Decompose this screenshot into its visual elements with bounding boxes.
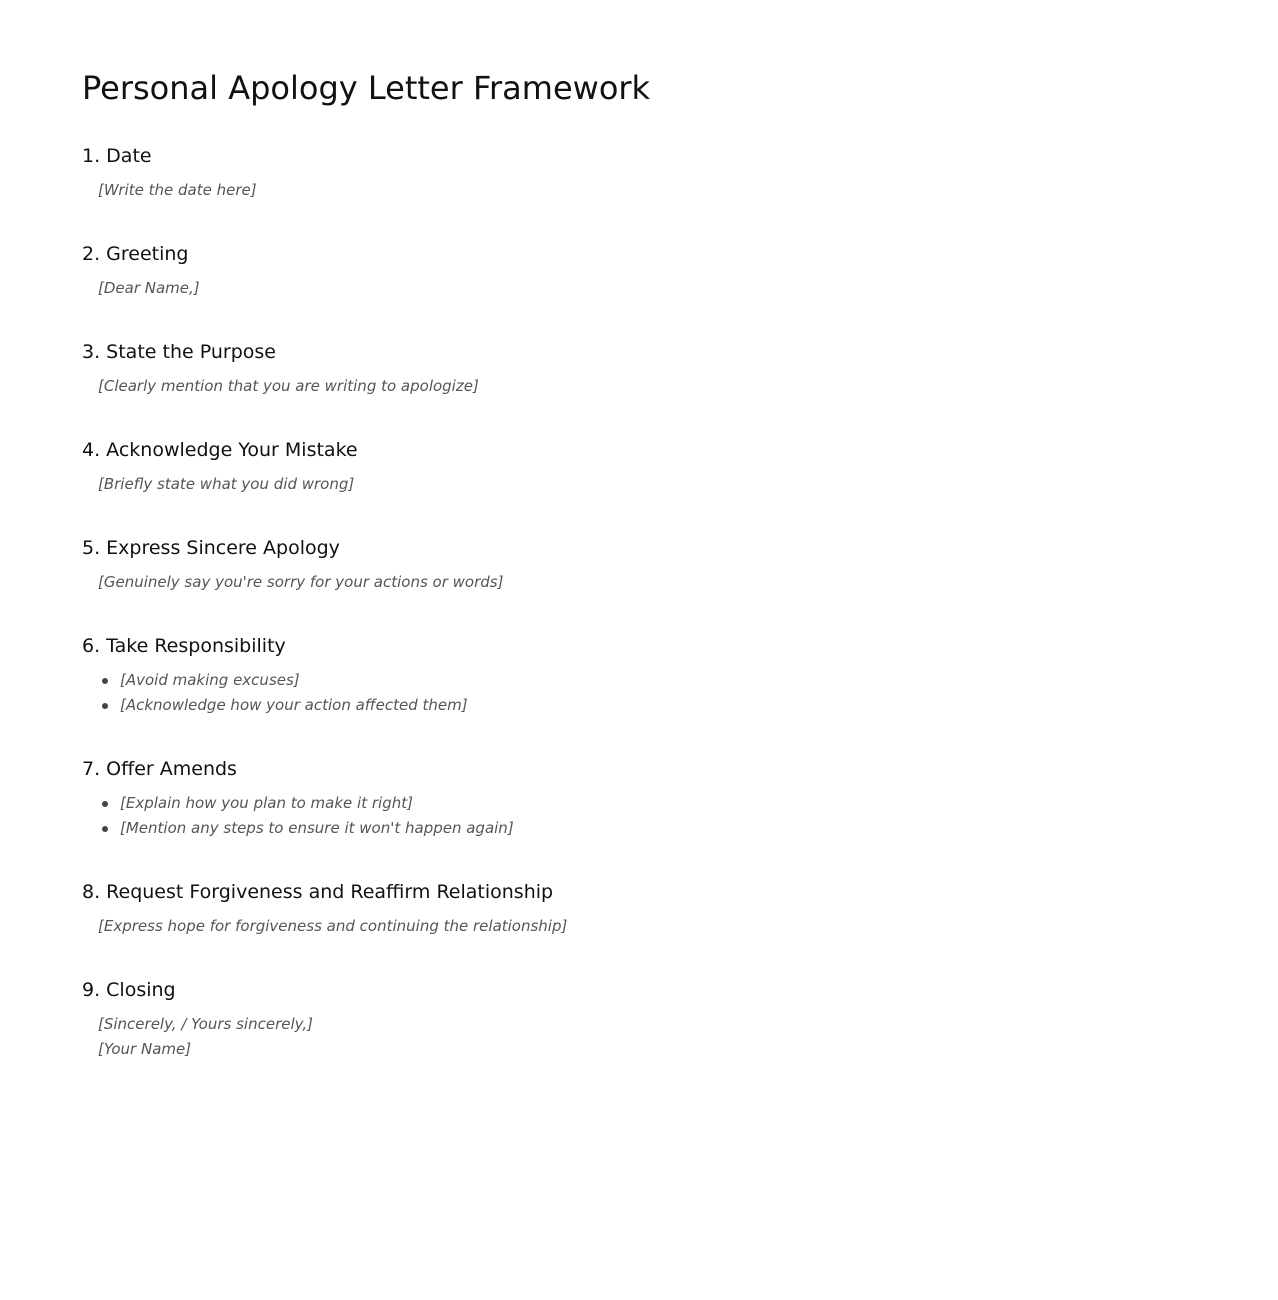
bullet-text: [Avoid making excuses] (120, 671, 300, 689)
placeholder-block (98, 1012, 1278, 1062)
bullet-icon (102, 801, 108, 807)
placeholder-text: [Sincerely, / Yours sincerely,] (98, 1015, 313, 1033)
section-heading: 2. Greeting (82, 243, 189, 265)
bullet-text: [Acknowledge how your action affected them] (120, 696, 468, 714)
bullet-text: [Explain how you plan to make it right] (120, 794, 413, 812)
page-title: Personal Apology Letter Framework (82, 69, 651, 107)
bullet-icon (102, 678, 108, 684)
placeholder-text: [Your Name] (98, 1040, 192, 1058)
section-heading: 8. Request Forgiveness and Reaffirm Relationship (82, 881, 554, 903)
list-item (102, 816, 1278, 841)
section-express-apology (82, 534, 1278, 595)
placeholder-block (98, 914, 1278, 939)
sections-list (82, 142, 1278, 1062)
bullet-text: [Mention any steps to ensure it won't happen again] (120, 819, 514, 837)
bullet-list (102, 668, 1278, 718)
section-greeting (82, 240, 1278, 301)
section-closing (82, 976, 1278, 1062)
placeholder-block (98, 374, 1278, 399)
placeholder-text: [Genuinely say you're sorry for your actions or words] (98, 573, 504, 591)
section-acknowledge-mistake (82, 436, 1278, 497)
section-heading: 6. Take Responsibility (82, 635, 286, 657)
list-item (102, 668, 1278, 693)
placeholder-block (98, 276, 1278, 301)
section-heading: 5. Express Sincere Apology (82, 537, 340, 559)
list-item (102, 791, 1278, 816)
section-heading: 1. Date (82, 145, 152, 167)
placeholder-text: [Write the date here] (98, 181, 257, 199)
section-take-responsibility (82, 632, 1278, 718)
section-date (82, 142, 1278, 203)
section-heading: 9. Closing (82, 979, 176, 1001)
section-heading: 7. Offer Amends (82, 758, 237, 780)
section-offer-amends (82, 755, 1278, 841)
placeholder-block (98, 570, 1278, 595)
placeholder-block (98, 472, 1278, 497)
bullet-icon (102, 826, 108, 832)
placeholder-text: [Clearly mention that you are writing to apologize] (98, 377, 479, 395)
placeholder-text: [Express hope for forgiveness and continuing the relationship] (98, 917, 568, 935)
placeholder-text: [Briefly state what you did wrong] (98, 475, 355, 493)
placeholder-text: [Dear Name,] (98, 279, 200, 297)
section-heading: 4. Acknowledge Your Mistake (82, 439, 358, 461)
list-item (102, 693, 1278, 718)
section-heading: 3. State the Purpose (82, 341, 276, 363)
placeholder-block (98, 178, 1278, 203)
bullet-icon (102, 703, 108, 709)
bullet-list (102, 791, 1278, 841)
section-state-purpose (82, 338, 1278, 399)
section-request-forgiveness (82, 878, 1278, 939)
